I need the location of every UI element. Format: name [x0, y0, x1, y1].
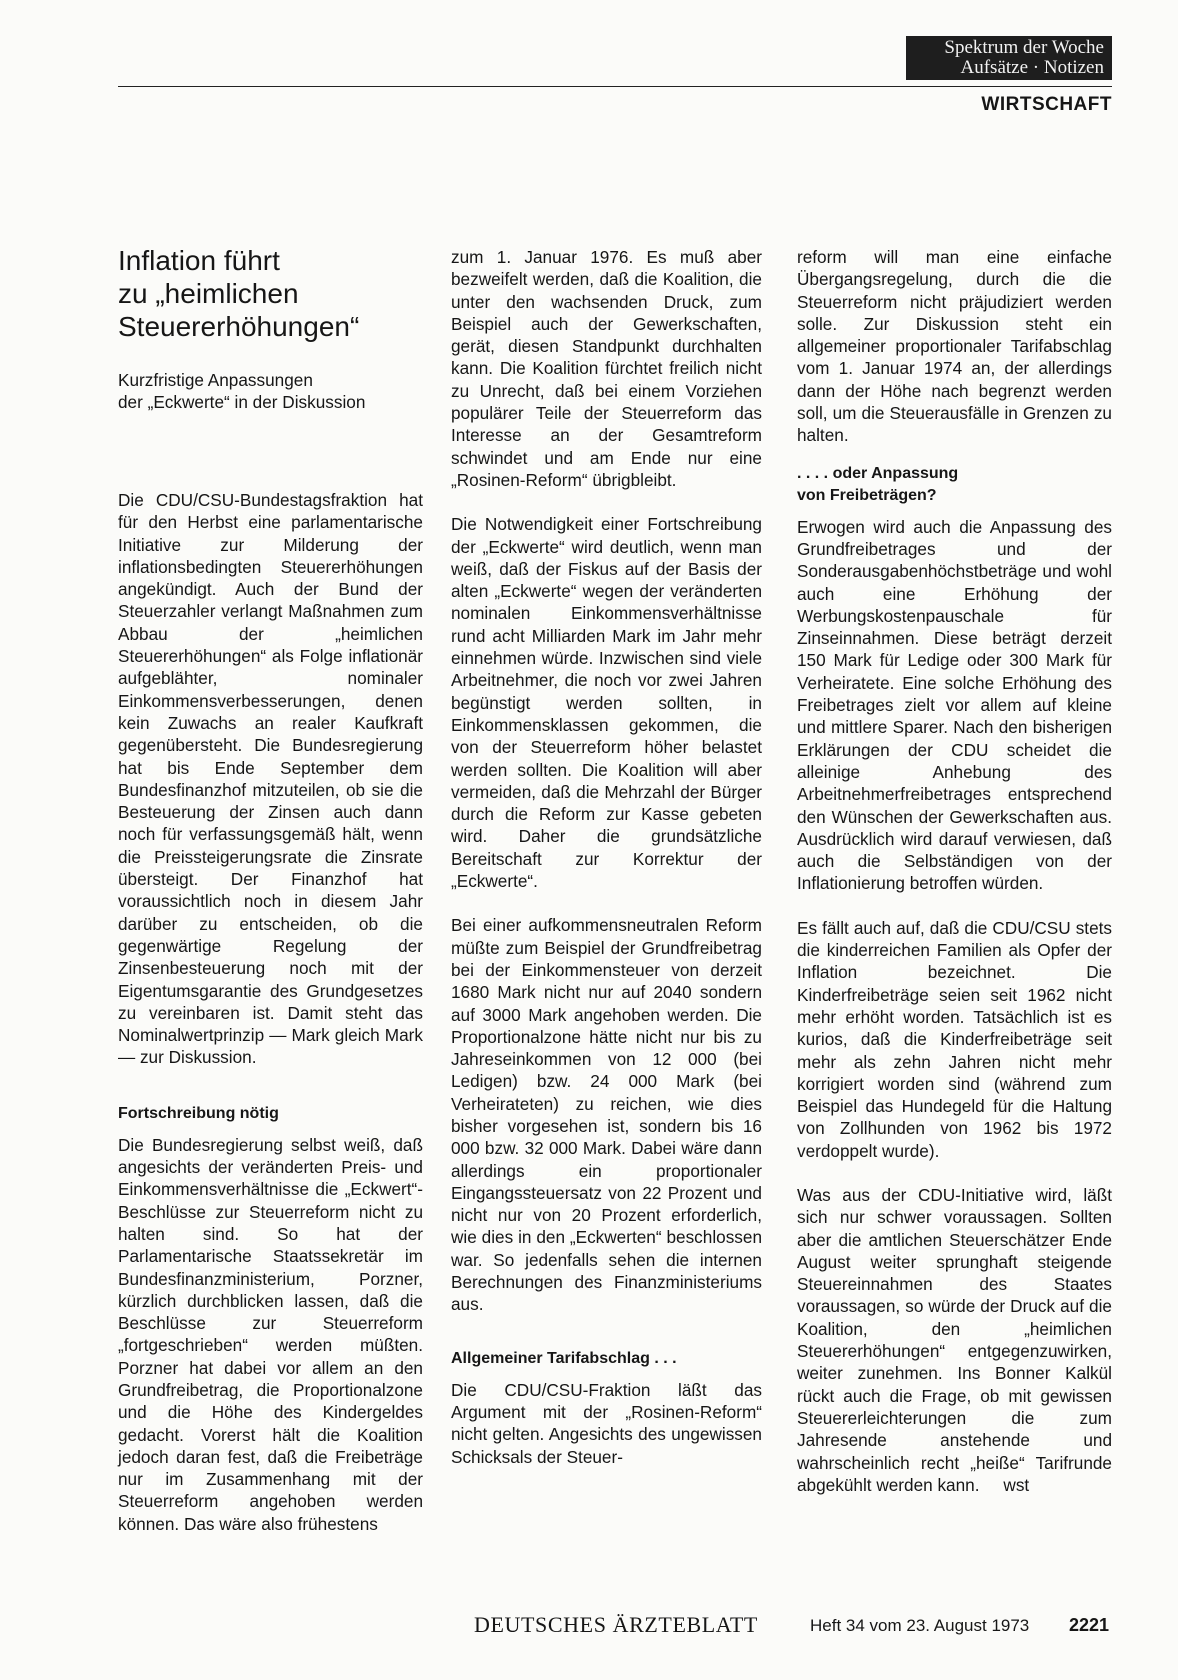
title-line-3: Steuererhöhungen“	[118, 311, 360, 342]
paragraph-text: Was aus der CDU-Initiative wird, läßt sich nur schwer voraussagen. Sollten aber die amtlichen Steuerschätzer Ende August weiter sprunghaft steigende Steuereinnahmen des Staates voraussagen, so würde der Druck auf die Koalition, den „heimlichen Steuererhöhungen“ entgegenzuwirken, weiter zunehmen. Ins Bonner Kalkül rückt auch die Frage, ob mit gewissen Steuererleichterungen die zum Jahresende anstehende und wahrscheinlich recht „heiße“ Tarifrunde abgekühlt werden kann.	[797, 1184, 1112, 1495]
paragraph: Bei einer aufkommensneutralen Reform müßte zum Beispiel der Grundfreibetrag bei der Einkommensteuer von derzeit 1680 Mark nicht nur auf 2040 sondern auf 3000 Mark angehoben werden. Die Proportionalzone hätte nicht nur bis zu Jahreseinkommen von 12 000 (bei Ledigen) bzw. 24 000 Mark (bei Verheirateten) zu reichen, wie dies bisher vorgesehen ist, sondern bis 16 000 bzw. 32 000 Mark. Dabei wäre dann allerdings ein proportionaler Eingangssteuersatz von 22 Prozent und nicht nur von 20 Prozent erforderlich, wie dies in den „Eckwerten“ beschlossen war. So jedenfalls sehen die internen Berechnungen des Finanzministeriums aus.	[451, 915, 762, 1315]
subheading-line-1: . . . . oder Anpassung	[797, 464, 959, 482]
title-line-1: Inflation führt	[118, 245, 280, 276]
article-subtitle	[118, 369, 423, 413]
subtitle-line-1: Kurzfristige Anpassungen	[118, 370, 313, 390]
issue-info: Heft 34 vom 23. August 1973	[810, 1616, 1030, 1635]
paragraph: Erwogen wird auch die Anpassung des Grundfreibetrages und der Sonderausgabenhöchstbeträge und wohl auch eine Erhöhung der Werbungskostenpauschale für Zinseinnahmen. Diese beträgt derzeit 150 Mark für Ledige oder 300 Mark für Verheiratete. Eine solche Erhöhung des Freibetrages zielt vor allem auf kleine und mittlere Sparer. Nach den bisherigen Erklärungen der CDU scheidet die alleinige Anhebung des Arbeitnehmerfreibetrages entsprechend den Wünschen der Gewerkschaften aus. Ausdrücklich wird darauf verwiesen, daß auch die Selbständigen von der Inflationierung betroffen würden.	[797, 516, 1112, 894]
paragraph: Die Notwendigkeit einer Fortschreibung der „Eckwerte“ wird deutlich, wenn man weiß, daß der Fiskus auf der Basis der alten „Eckwerte“ wegen der veränderten nominalen Einkommensverhältnisse rund acht Milliarden Mark im Jahr mehr einnehmen würde. Inzwischen sind viele Arbeitnehmer, die noch vor zwei Jahren begünstigt werden sollten, in Einkommensklassen gekommen, die von der Steuerreform höher belastet werden sollten. Die Koalition will aber vermeiden, daß die Mehrzahl der Bürger durch die Reform zur Kasse gebeten wird. Daher die grundsätzliche Bereitschaft zur Korrektur der „Eckwerte“.	[451, 514, 762, 892]
paragraph: Es fällt auch auf, daß die CDU/CSU stets die kinderreichen Familien als Opfer der Inflation bezeichnet. Die Kinderfreibeträge seien seit 1962 nicht mehr erhöht worden. Tatsächlich ist es kurios, daß die Kinderfreibeträge seit mehr als zehn Jahren nicht mehr korrigiert worden sind (während zum Beispiel das Hundegeld für die Haltung von Zollhunden von 1962 bis 1972 verdoppelt wurde).	[797, 917, 1112, 1161]
column-2	[451, 246, 762, 1468]
author-signature: wst	[1003, 1474, 1030, 1495]
subtitle-line-2: der „Eckwerte“ in der Diskussion	[118, 392, 366, 412]
paragraph: Die Bundesregierung selbst weiß, daß angesichts der veränderten Preis- und Einkommensverhältnisse die „Eckwert“-Beschlüsse zur Steuerreform nicht zu halten sind. So hat der Parlamentarische Staatssekretär im Bundesfinanzministerium, Porzner, kürzlich durchblicken lassen, daß die Beschlüsse zur Steuerreform „fortgeschrieben“ werden müßten. Porzner hat dabei vor allem an den Grundfreibetrag, die Proportionalzone und die Höhe des Kindergeldes gedacht. Vorerst hält die Koalition jedoch daran fest, daß die Freibeträge nur im Zusammenhang mit der Steuerreform angehoben werden können. Das wäre also frühestens	[118, 1134, 423, 1534]
subheading	[797, 463, 1112, 507]
subheading-line-2: von Freibeträgen?	[797, 486, 937, 504]
paragraph: reform will man eine einfache Übergangsregelung, durch die die Steuerreform nicht präjudiziert werden solle. Zur Diskussion steht ein allgemeiner proportionaler Tarifabschlag vom 1. Januar 1974 an, der allerdings dann der Höhe nach begrenzt werden soll, um die Steuerausfälle in Grenzen zu halten.	[797, 247, 1112, 446]
publication-name: DEUTSCHES ÄRZTEBLATT	[474, 1612, 758, 1637]
subheading: Allgemeiner Tarifabschlag . . .	[451, 1349, 677, 1367]
header-rule	[118, 86, 1112, 87]
paragraph	[797, 1184, 1112, 1496]
subheading: Fortschreibung nötig	[118, 1104, 279, 1122]
section-title: WIRTSCHAFT	[981, 94, 1112, 115]
paragraph: Die CDU/CSU-Bundestagsfraktion hat für den Herbst eine parlamentarische Initiative zur Milderung der inflationsbedingten Steuererhöhungen angekündigt. Auch der Bund der Steuerzahler verlangt Maßnahmen zum Abbau der „heimlichen Steuererhöhungen“ als Folge inflationär aufgeblähter, nominaler Einkommensverbesserungen, denen kein Zuwachs an realer Kaufkraft gegenübersteht. Die Bundesregierung hat bis Ende September dem Bundesfinanzhof mitzuteilen, ob sie die Besteuerung der Zinsen auch dann noch für verfassungsgemäß hält, wenn die Preissteigerungsrate die Zinsrate übersteigt. Der Finanzhof hat voraussichtlich noch in diesem Jahr darüber zu entscheiden, ob die gegenwärtige Regelung der Zinsenbesteuerung noch mit der Eigentumsgarantie des Grundgesetzes zu vereinbaren ist. Damit steht das Nominalwertprinzip — Mark gleich Mark — zur Diskussion.	[118, 490, 423, 1068]
column-3	[797, 246, 1112, 1496]
paragraph: zum 1. Januar 1976. Es muß aber bezweifelt werden, daß die Koalition, die unter den wachsenden Druck, zum Beispiel auch der Gewerkschaften, gerät, diesen Standpunkt durchhalten kann. Die Koalition fürchtet freilich nicht zu Unrecht, daß bei einem Vorziehen populärer Teile der Steuerreform das Interesse an der Gesamtreform schwindet und am Ende nur eine „Rosinen-Reform“ übrigbleibt.	[451, 247, 762, 490]
title-line-2: zu „heimlichen	[118, 278, 299, 309]
paragraph: Die CDU/CSU-Fraktion läßt das Argument mit der „Rosinen-Reform“ nicht gelten. Angesichts des ungewissen Schicksals der Steuer-	[451, 1379, 762, 1467]
section-label-line2: Aufsätze · Notizen	[960, 57, 1104, 78]
column-1	[118, 244, 423, 1535]
section-label-box	[906, 36, 1112, 80]
section-label-line1: Spektrum der Woche	[944, 37, 1104, 58]
page-number: 2221	[1069, 1615, 1110, 1635]
article-title	[118, 244, 423, 343]
